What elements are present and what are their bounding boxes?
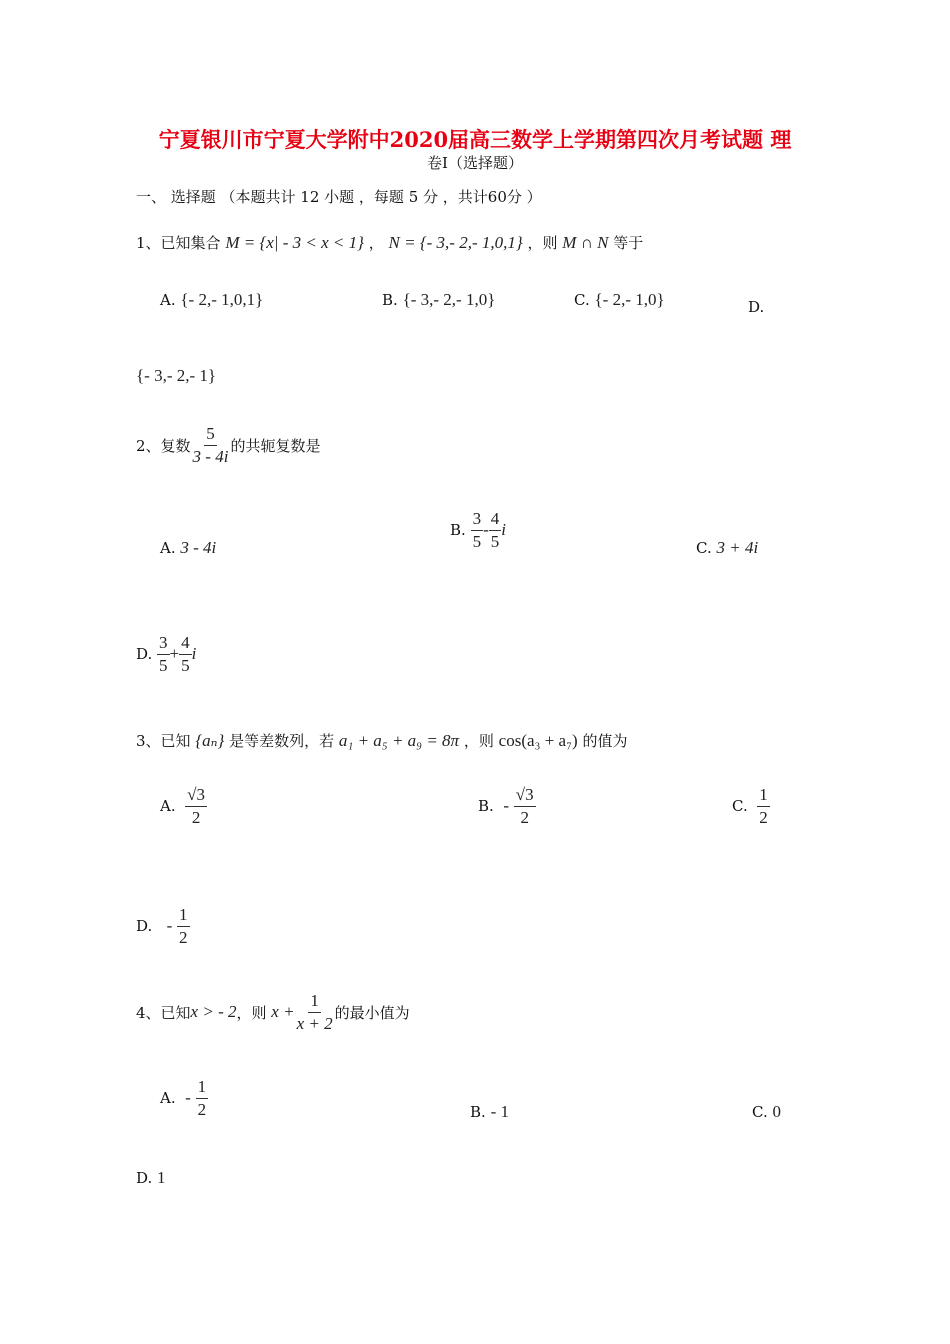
question-3-option-b[interactable] [478, 786, 536, 827]
option-sign: - [503, 796, 510, 816]
question-1-stem [136, 232, 643, 253]
question-1-set-m: M = {x| - 3 < x < 1} [225, 233, 364, 252]
fraction-numerator: 1 [308, 992, 321, 1013]
question-4-suffix: 的最小值为 [334, 1003, 410, 1022]
option-label: C. [696, 539, 712, 557]
option-label: C. [752, 1103, 768, 1121]
question-1-prefix: 1、已知集合 [136, 234, 221, 252]
question-4-option-c[interactable] [752, 1102, 781, 1122]
question-3-option-a[interactable] [160, 786, 207, 827]
section-heading: 一、 选择题 （本题共计 12 小题 ，每题 5 分 ，共计60分 ） [136, 188, 542, 206]
option-value: {- 2,- 1,0,1} [180, 290, 264, 309]
fraction-denominator: 3 - 4i [192, 446, 229, 466]
option-imaginary-unit: i [501, 520, 506, 540]
question-4-option-a[interactable] [160, 1078, 208, 1119]
option-fraction [177, 906, 190, 947]
question-3-option-d[interactable] [136, 906, 190, 947]
question-3-sequence: {aₙ} [195, 731, 225, 750]
fraction-denominator: 5 [490, 531, 500, 551]
question-3-stem [136, 730, 627, 751]
option-fraction-2 [489, 510, 502, 551]
fraction-numerator: 3 [157, 634, 170, 655]
option-label: C. [732, 797, 748, 816]
question-4-mid: ，则 [236, 1003, 267, 1022]
question-4-stem [136, 992, 410, 1033]
question-3-option-c[interactable] [732, 786, 770, 827]
option-value: {- 2,- 1,0} [594, 290, 665, 309]
option-fraction [185, 786, 207, 827]
fraction-denominator: 5 [181, 655, 190, 675]
question-1-suffix: 等于 [613, 234, 644, 252]
fraction-numerator: 1 [757, 786, 770, 807]
option-label: B. [478, 797, 494, 816]
option-value: 3 + 4i [716, 538, 759, 557]
question-4-condition: x > - 2 [190, 1002, 237, 1022]
option-value: 0 [772, 1102, 781, 1121]
question-4-prefix: 4、已知 [136, 1003, 191, 1022]
fraction-numerator: √3 [185, 786, 207, 807]
option-sign: - [185, 1088, 191, 1108]
option-fraction [196, 1078, 209, 1119]
question-2-option-d[interactable] [136, 634, 196, 675]
question-2-suffix: 的共轭复数是 [230, 436, 321, 455]
question-3-expr: cos(a₃ + a₇) [498, 731, 578, 750]
question-2-option-b[interactable] [450, 510, 506, 551]
option-label: B. [382, 291, 398, 309]
question-1-expr: M ∩ N [562, 233, 609, 252]
option-label: D. [136, 1169, 153, 1187]
question-3-mid1: 是等差数列，若 [229, 732, 335, 750]
fraction-denominator: x + 2 [296, 1013, 333, 1033]
question-1-set-n: N = {- 3,- 2,- 1,0,1} [388, 233, 523, 252]
question-2-stem [136, 425, 320, 466]
fraction-numerator: 4 [489, 510, 502, 531]
question-2-option-a[interactable] [160, 538, 216, 558]
option-value: - 1 [490, 1102, 509, 1121]
question-1-option-a[interactable] [160, 290, 263, 310]
question-1-comma: ， [368, 234, 384, 252]
fraction-numerator: √3 [514, 786, 536, 807]
option-fraction [757, 786, 770, 827]
fraction-denominator: 2 [179, 927, 188, 947]
fraction-numerator: 4 [179, 634, 192, 655]
fraction-numerator: 5 [204, 425, 217, 446]
volume-subtitle: 卷Ⅰ（选择题） [427, 154, 523, 172]
question-1-option-b[interactable] [382, 290, 495, 310]
question-2-option-c[interactable] [696, 538, 758, 558]
fraction-numerator: 3 [471, 510, 484, 531]
option-operator: - [483, 520, 489, 540]
option-label: D. [136, 917, 153, 936]
question-2-fraction [191, 425, 231, 466]
question-4-expr-lead: x + [271, 1002, 295, 1022]
option-fraction-2 [179, 634, 192, 675]
option-value: 1 [157, 1168, 166, 1187]
question-3-prefix: 3、已知 [136, 732, 191, 750]
fraction-denominator: 5 [159, 655, 168, 675]
fraction-numerator: 1 [196, 1078, 209, 1099]
question-1-mid: ，则 [527, 234, 558, 252]
fraction-denominator: 2 [197, 1099, 207, 1119]
option-fraction-1 [157, 634, 170, 675]
question-3-suffix: 的值为 [582, 732, 628, 750]
question-1-option-c[interactable] [574, 290, 665, 310]
fraction-numerator: 1 [177, 906, 190, 927]
question-4-option-b[interactable] [470, 1102, 509, 1122]
fraction-denominator: 2 [759, 807, 768, 827]
fraction-denominator: 2 [520, 807, 529, 827]
option-label: A. [160, 291, 176, 309]
option-fraction [514, 786, 536, 827]
option-label: B. [450, 521, 466, 540]
question-4-fraction [295, 992, 335, 1033]
option-label: C. [574, 291, 590, 309]
question-3-condition: a₁ + a₅ + a₉ = 8π [338, 731, 460, 750]
option-label: A. [160, 797, 176, 816]
question-2-prefix: 2、复数 [136, 436, 191, 455]
option-label: B. [470, 1103, 486, 1121]
question-1-option-d-label[interactable]: D. [748, 298, 765, 316]
option-operator: + [169, 644, 180, 664]
fraction-denominator: 2 [191, 807, 201, 827]
question-3-mid2: ，则 [463, 732, 494, 750]
question-1-option-d-value: {- 3,- 2,- 1} [136, 366, 217, 385]
option-label: A. [160, 1089, 176, 1108]
fraction-denominator: 5 [472, 531, 482, 551]
option-imaginary-unit: i [191, 644, 197, 664]
option-value: {- 3,- 2,- 1,0} [402, 290, 496, 309]
option-fraction-1 [471, 510, 484, 551]
option-sign: - [166, 916, 173, 936]
page-title: 宁夏银川市宁夏大学附中2020届高三数学上学期第四次月考试题 理 [158, 127, 792, 152]
option-label: D. [136, 645, 153, 664]
option-value: 3 - 4i [180, 538, 217, 557]
question-4-option-d[interactable] [136, 1168, 166, 1188]
option-label: A. [160, 539, 176, 557]
